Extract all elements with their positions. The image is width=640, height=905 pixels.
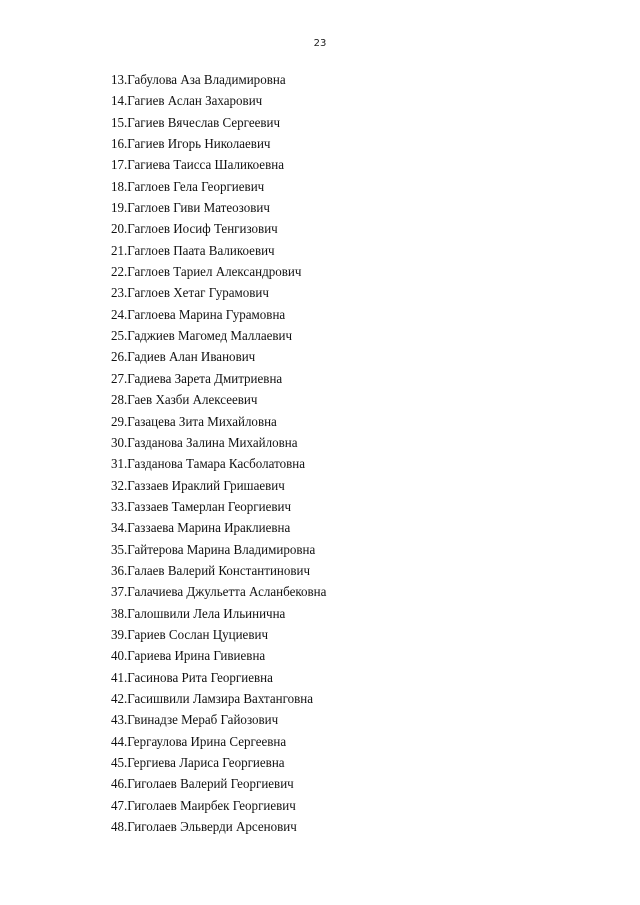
name-list (111, 70, 343, 838)
list-item: 29.Газацева Зита Михайловна (111, 414, 277, 430)
list-item: 45.Гергиева Лариса Георгиевна (111, 756, 285, 771)
list-item: 20.Гаглоев Иосиф Тенгизович (111, 222, 278, 238)
list-item: 42.Гасишвили Ламзира Вахтанговна (111, 691, 314, 707)
list-item: 25.Гаджиев Магомед Маллаевич (111, 329, 293, 345)
list-item: 21.Гаглоев Паата Валикоевич (111, 243, 275, 259)
list-item: 36.Галаев Валерий Константинович (111, 563, 311, 579)
list-item: 38.Галошвили Лела Ильинична (111, 606, 286, 622)
list-item: 14.Гагиев Аслан Захарович (111, 94, 263, 110)
list-item: 46.Гиголаев Валерий Георгиевич (111, 777, 294, 793)
list-item: 33.Газзаев Тамерлан Георгиевич (111, 499, 292, 515)
list-item: 23.Гаглоев Хетаг Гурамович (111, 286, 269, 302)
list-item: 19.Гаглоев Гиви Матеозович (111, 201, 270, 217)
list-item: 47.Гиголаев Маирбек Георгиевич (111, 798, 296, 814)
list-item: 34.Газзаева Марина Ираклиевна (111, 521, 291, 537)
list-item: 31.Газданова Тамара Касболатовна (111, 457, 305, 473)
list-item: 27.Гадиева Зарета Дмитриевна (111, 371, 283, 387)
list-item: 40.Гариева Ирина Гивиевна (111, 649, 266, 665)
list-item: 44.Гергаулова Ирина Сергеевна (111, 734, 287, 750)
list-item: 28.Гаев Хазби Алексеевич (111, 393, 258, 409)
page-number: 23 (313, 38, 327, 49)
list-item: 16.Гагиев Игорь Николаевич (111, 137, 271, 153)
list-item: 24.Гаглоева Марина Гурамовна (111, 307, 286, 323)
list-item: 35.Гайтерова Марина Владимировна (111, 542, 316, 558)
list-item: 18.Гаглоев Гела Георгиевич (111, 179, 265, 195)
list-item: 48.Гиголаев Эльверди Арсенович (111, 820, 297, 836)
list-item: 37.Галачиева Джульетта Асланбековна (111, 585, 327, 601)
list-item: 30.Газданова Залина Михайловна (111, 435, 298, 451)
list-item: 32.Газзаев Ираклий Гришаевич (111, 478, 285, 494)
list-item: 41.Гасинова Рита Георгиевна (111, 670, 273, 686)
list-item: 15.Гагиев Вячеслав Сергеевич (111, 115, 281, 131)
list-item: 22.Гаглоев Тариел Александрович (111, 265, 302, 281)
list-item: 39.Гариев Сослан Цуциевич (111, 627, 269, 643)
list-item: 17.Гагиева Таисса Шаликоевна (111, 158, 284, 174)
list-item: 13.Габулова Аза Владимировна (111, 73, 286, 88)
list-item: 26.Гадиев Алан Иванович (111, 350, 256, 366)
list-item: 43.Гвинадзе Мераб Гайозович (111, 713, 279, 729)
